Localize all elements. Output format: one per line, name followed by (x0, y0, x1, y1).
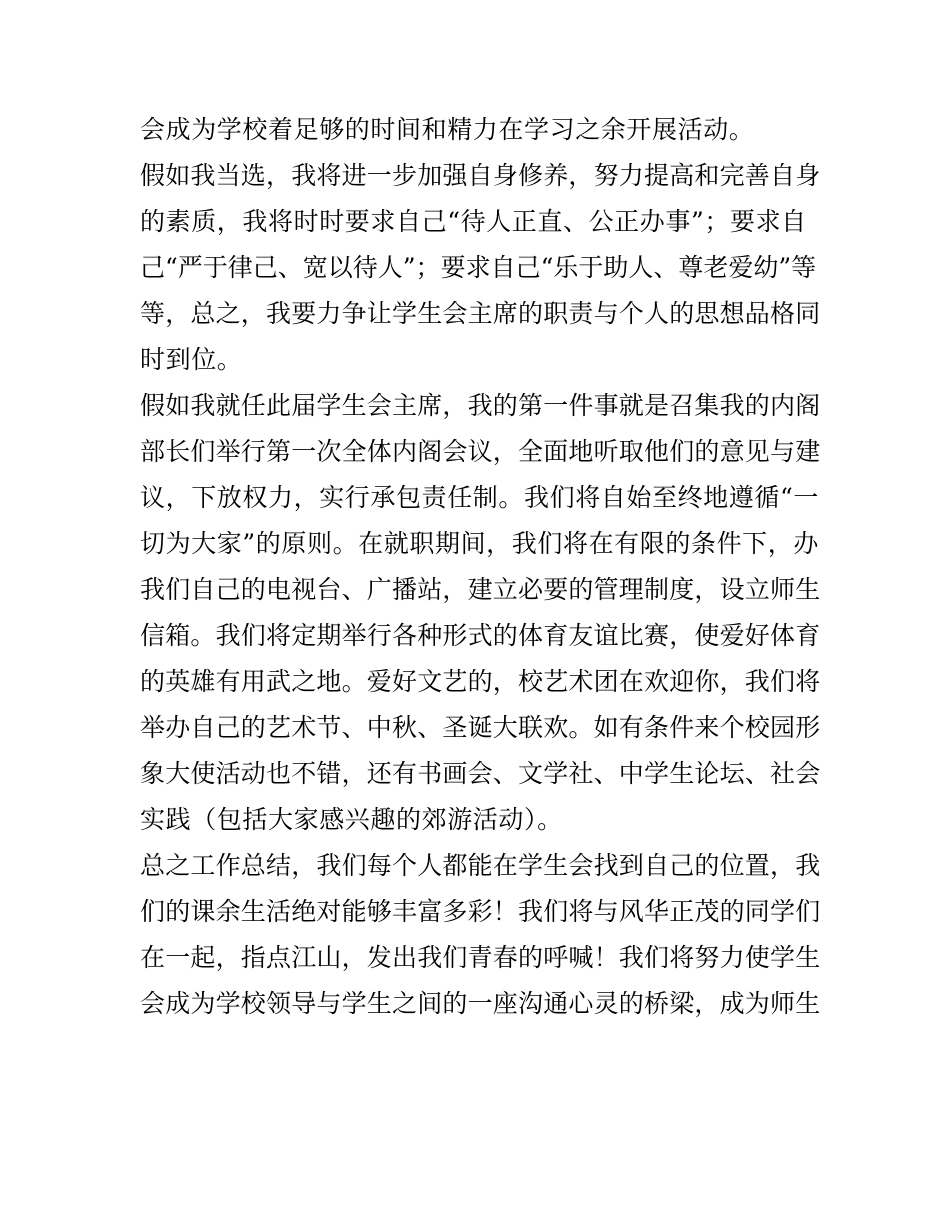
text-line: 议，下放权力，实行承包责任制。我们将自始至终地遵循“一 (140, 483, 819, 512)
text-line: 象大使活动也不错，还有书画会、文学社、中学生论坛、社会 (140, 759, 821, 788)
text-line: 部长们举行第一次全体内阁会议，全面地听取他们的意见与建 (140, 437, 821, 466)
text-line: 实践（包括大家感兴趣的郊游活动）。 (140, 805, 563, 834)
text-line: 己“严于律己、宽以待人”；要求自己“乐于助人、尊老爱幼”等 (140, 253, 817, 282)
document-body (140, 107, 820, 1027)
text-line: 们的课余生活绝对能够丰富多彩！我们将与风华正茂的同学们 (140, 897, 821, 926)
text-line: 等，总之，我要力争让学生会主席的职责与个人的思想品格同 (140, 299, 821, 328)
text-line: 切为大家”的原则。在就职期间，我们将在有限的条件下，办 (140, 529, 819, 558)
text-line: 我们自己的电视台、广播站，建立必要的管理制度，设立师生 (140, 575, 821, 604)
text-line: 会成为学校领导与学生之间的一座沟通心灵的桥梁，成为师生 (140, 989, 821, 1018)
text-line: 在一起，指点江山，发出我们青春的呼喊！我们将努力使学生 (140, 943, 821, 972)
text-line: 的英雄有用武之地。爱好文艺的，校艺术团在欢迎你，我们将 (140, 667, 821, 696)
text-line: 假如我就任此届学生会主席，我的第一件事就是召集我的内阁 (140, 391, 821, 420)
text-line: 的素质，我将时时要求自己“待人正直、公正办事”；要求自 (140, 207, 807, 236)
text-line: 时到位。 (140, 345, 243, 374)
text-line: 信箱。我们将定期举行各种形式的体育友谊比赛，使爱好体育 (140, 621, 821, 650)
text-line: 举办自己的艺术节、中秋、圣诞大联欢。如有条件来个校园形 (140, 713, 821, 742)
text-line: 总之工作总结，我们每个人都能在学生会找到自己的位置，我 (140, 851, 821, 880)
text-line: 会成为学校着足够的时间和精力在学习之余开展活动。 (140, 115, 755, 144)
text-line: 假如我当选，我将进一步加强自身修养，努力提高和完善自身 (140, 161, 821, 190)
